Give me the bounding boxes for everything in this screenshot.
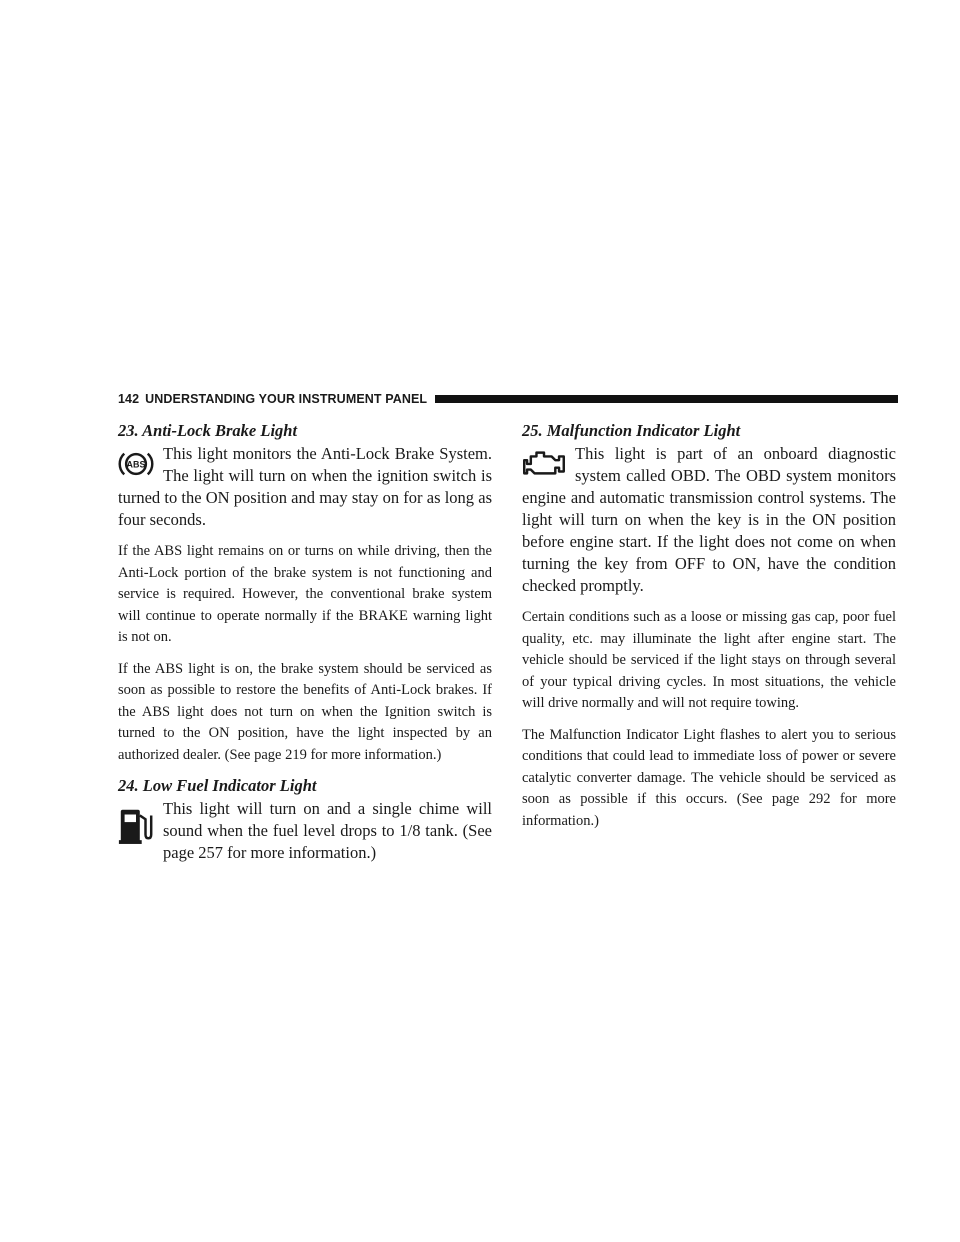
check-engine-icon <box>521 447 567 479</box>
body-paragraph: The Malfunction Indicator Light flashes to alert you to serious conditions that could lead to immediate loss of power or severe catalytic converter damage. The vehicle should be serviced as soon as possible if this occurs. (See page 292 for more information.) <box>522 726 896 829</box>
right-column <box>522 420 896 832</box>
lead-text: This light is part of an onboard diagnostic system called OBD. The OBD system monitors engine and automatic transmission control systems. The light will turn on when the key is in the ON position before engine start. If the light does not come on when turning the key from OFF to ON, have the condition checked promptly. <box>522 444 896 595</box>
section-anti-lock-brake-light <box>118 420 492 766</box>
section-heading: 24. Low Fuel Indicator Light <box>118 776 317 795</box>
section-lead <box>118 443 492 531</box>
section-malfunction-indicator-light <box>522 420 896 832</box>
body-paragraph: If the ABS light is on, the brake system should be serviced as soon as possible to restore the benefits of Anti-Lock brakes. If the ABS light does not turn on when the Ignition switch is turned to the ON position, have the light inspected by an authorized dealer. (See page 219 for more information.) <box>118 660 492 763</box>
left-column <box>118 420 492 864</box>
section-lead <box>522 443 896 597</box>
svg-text:ABS: ABS <box>126 459 146 470</box>
body-paragraph: If the ABS light remains on or turns on while driving, then the Anti-Lock portion of the brake system is not functioning and service is required. However, the conventional brake system will continue to operate normally if the BRAKE warning light is not on. <box>118 543 492 645</box>
chapter-title: UNDERSTANDING YOUR INSTRUMENT PANEL <box>145 392 428 406</box>
lead-text: This light monitors the Anti-Lock Brake System. The light will turn on when the ignition switch is turned to the ON position and may stay on for as long as four seconds. <box>118 444 492 529</box>
body-paragraph: Certain conditions such as a loose or missing gas cap, poor fuel quality, etc. may illuminate the light after engine start. The vehicle should be serviced if the light stays on through several of your typical driving cycles. In most situations, the vehicle will drive normally and will not require towing. <box>522 609 896 711</box>
page-header <box>118 391 898 407</box>
section-heading: 23. Anti-Lock Brake Light <box>118 421 298 440</box>
lead-text: This light will turn on and a single chime will sound when the fuel level drops to 1/8 tank. (See page 257 for more information.) <box>163 799 492 862</box>
section-lead <box>118 798 492 864</box>
header-rule <box>435 395 898 403</box>
page-number: 142 <box>118 392 140 406</box>
section-low-fuel-indicator-light <box>118 775 492 864</box>
abs-warning-icon <box>117 448 155 480</box>
fuel-pump-icon <box>117 802 155 846</box>
section-heading: 25. Malfunction Indicator Light <box>522 421 741 440</box>
